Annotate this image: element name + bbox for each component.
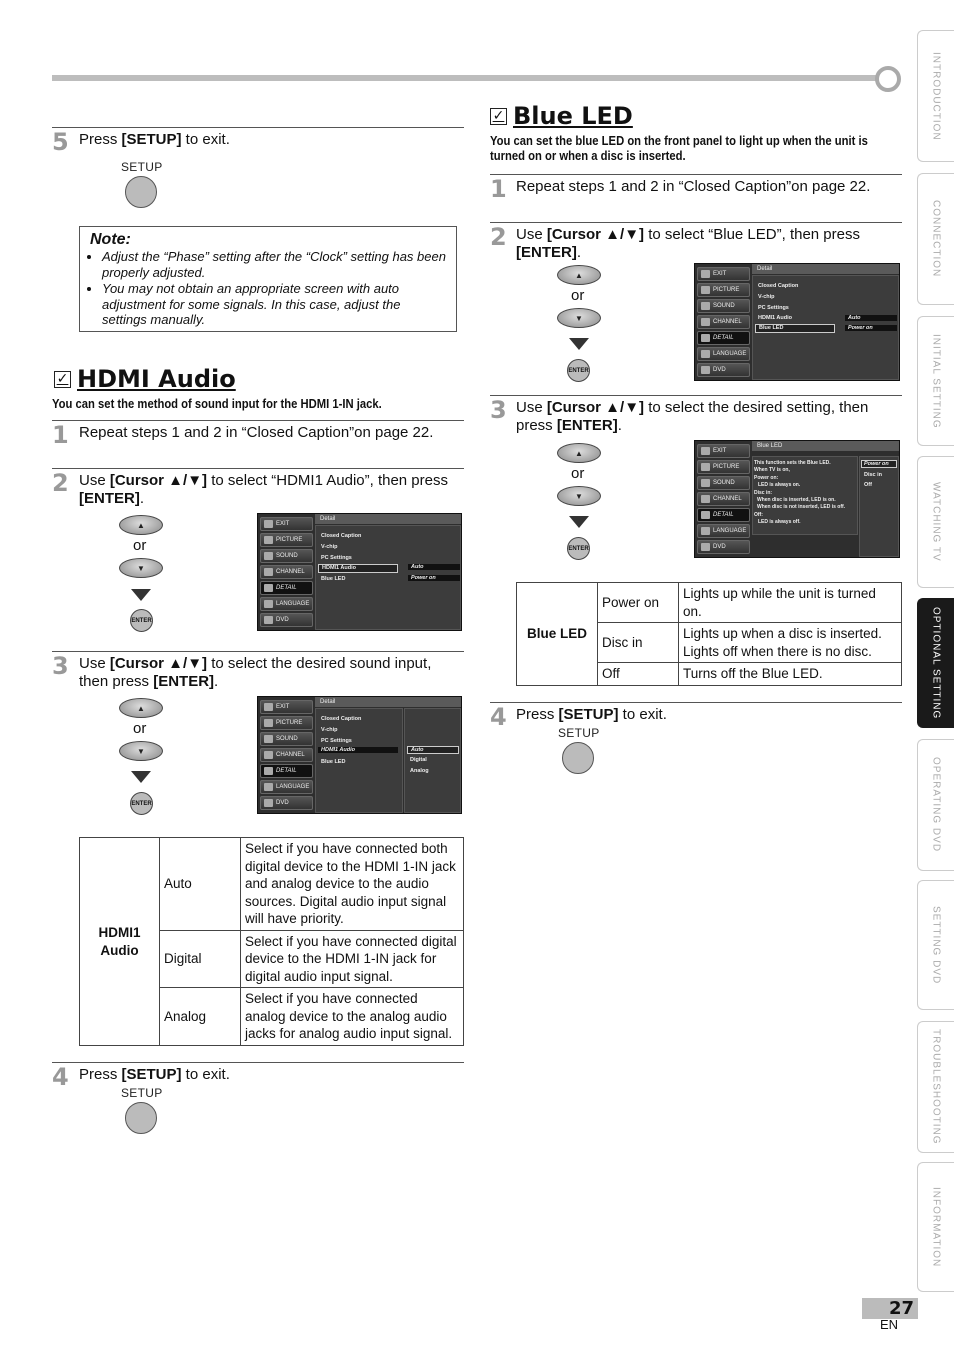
osd-screen: EXIT PICTURE SOUND CHANNEL DETAIL LANGUAGE DVD Blue LED This function sets the Blue LED. When TV is on, Power on: LED is always on. Disc in: When disc is inserted, LED is on. When disc is not inserted, LED is off. Off: LED is always off. Power on Disc in Off (694, 440, 900, 558)
header-circle (875, 66, 901, 92)
setup-label: SETUP (121, 160, 163, 174)
tab-optional-setting[interactable]: OPTIONAL SETTING (917, 598, 954, 728)
table-desc: Turns off the Blue LED. (679, 663, 902, 686)
step-number: 4 (52, 1063, 69, 1091)
step-5-text: Press [SETUP] to exit. (79, 131, 230, 148)
page-number: 27 (862, 1298, 918, 1319)
or-label: or (133, 720, 147, 737)
tab-operating-dvd[interactable]: OPERATING DVD (917, 739, 954, 871)
note-item: • Adjust the “Phase” setting after the “Clock” setting has been properly adjusted. (102, 249, 446, 280)
hdmi-audio-table (79, 837, 464, 1046)
enter-button[interactable]: ENTER (567, 537, 590, 560)
table-option: Disc in (598, 623, 679, 663)
tab-introduction[interactable]: INTRODUCTION (917, 30, 954, 162)
osd-screen: EXIT PICTURE SOUND CHANNEL DETAIL LANGUAGE DVD Detail Closed Caption V-chip PC Settings HDMI1 Audio Blue LED Auto Digital Analog (257, 696, 462, 814)
tab-watching-tv[interactable]: WATCHING TV (917, 456, 954, 588)
cursor-down-button[interactable]: ▼ (119, 741, 163, 761)
setup-button[interactable] (125, 1102, 157, 1134)
arrow-down-icon (131, 589, 151, 601)
step-number: 1 (52, 421, 69, 449)
checkbox-icon: ✓ (54, 371, 71, 388)
step-2-text: Use [Cursor ▲/▼] to select “HDMI1 Audio”, then press [ENTER]. (79, 472, 448, 507)
step-number: 3 (490, 396, 507, 424)
table-desc: Select if you have connected analog device to the analog audio jacks for analog audio input signal. (241, 988, 464, 1046)
cursor-up-button[interactable]: ▲ (119, 698, 163, 718)
table-option: Power on (598, 583, 679, 623)
step-number: 1 (490, 175, 507, 203)
table-option: Off (598, 663, 679, 686)
arrow-down-icon (569, 516, 589, 528)
cursor-down-button[interactable]: ▼ (557, 308, 601, 328)
table-option: Auto (160, 838, 241, 931)
step-2-text: Use [Cursor ▲/▼] to select “Blue LED”, then press [ENTER]. (516, 226, 860, 261)
tab-connection[interactable]: CONNECTION (917, 173, 954, 305)
table-option: Analog (160, 988, 241, 1046)
note-title: Note: (90, 231, 131, 248)
cursor-down-button[interactable]: ▼ (557, 486, 601, 506)
step-4-text: Press [SETUP] to exit. (79, 1066, 230, 1083)
cursor-up-button[interactable]: ▲ (119, 515, 163, 535)
setup-label: SETUP (121, 1086, 163, 1100)
osd-screen: EXIT PICTURE SOUND CHANNEL DETAIL LANGUAGE DVD Detail Closed Caption V-chip PC Settings HDMI1 Audio Blue LED Auto Power on (694, 263, 900, 381)
header-bar (52, 75, 882, 81)
table-header: Blue LED (517, 583, 598, 686)
section-title-hdmi-audio: ✓ HDMI Audio (54, 365, 236, 393)
or-label: or (133, 537, 147, 554)
enter-button[interactable]: ENTER (130, 792, 153, 815)
setup-button[interactable] (125, 176, 157, 208)
table-desc: Select if you have connected both digital device to the HDMI 1-IN jack and analog device to the audio sources. Digital audio input signal will have priority. (241, 838, 464, 931)
cursor-down-button[interactable]: ▼ (119, 558, 163, 578)
table-option: Digital (160, 930, 241, 988)
setup-button[interactable] (562, 742, 594, 774)
or-label: or (571, 465, 585, 482)
tab-initial-setting[interactable]: INITIAL SETTING (917, 316, 954, 446)
table-desc: Lights up when a disc is inserted. Lights off when there is no disc. (679, 623, 902, 663)
language-code: EN (880, 1317, 899, 1332)
step-4-text: Press [SETUP] to exit. (516, 706, 667, 723)
note-item: • You may not obtain an appropriate screen with auto adjustment for some signals. In this case, adjust the settings manually. (102, 281, 446, 328)
blue-led-table (516, 582, 902, 686)
tab-setting-dvd[interactable]: SETTING DVD (917, 880, 954, 1010)
checkbox-icon: ✓ (490, 108, 507, 125)
step-number: 4 (490, 703, 507, 731)
step-1-text: Repeat steps 1 and 2 in “Closed Caption”on page 22. (79, 424, 434, 441)
step-number: 2 (52, 469, 69, 497)
step-1-text: Repeat steps 1 and 2 in “Closed Caption”on page 22. (516, 178, 871, 195)
section-title-blue-led: ✓ Blue LED (490, 102, 633, 130)
arrow-down-icon (569, 338, 589, 350)
table-header: HDMI1 Audio (80, 838, 160, 1046)
arrow-down-icon (131, 771, 151, 783)
step-number: 5 (52, 128, 69, 156)
or-label: or (571, 287, 585, 304)
cursor-up-button[interactable]: ▲ (557, 443, 601, 463)
step-3-text: Use [Cursor ▲/▼] to select the desired setting, then press [ENTER]. (516, 399, 869, 434)
step-3-text: Use [Cursor ▲/▼] to select the desired sound input, then press [ENTER]. (79, 655, 432, 690)
table-desc: Select if you have connected digital device to the HDMI 1-IN jack for digital audio input signal. (241, 930, 464, 988)
table-desc: Lights up while the unit is turned on. (679, 583, 902, 623)
enter-button[interactable]: ENTER (567, 359, 590, 382)
step-number: 3 (52, 652, 69, 680)
osd-screen: EXIT PICTURE SOUND CHANNEL DETAIL LANGUAGE DVD Detail Closed Caption V-chip PC Settings HDMI1 Audio Blue LED Auto Power on (257, 513, 462, 631)
tab-troubleshooting[interactable]: TROUBLESHOOTING (917, 1021, 954, 1153)
cursor-up-button[interactable]: ▲ (557, 265, 601, 285)
note-box (79, 226, 457, 332)
section-subtitle: You can set the blue LED on the front panel to light up when the unit is turned on or when a disc is inserted. (490, 134, 868, 163)
setup-label: SETUP (558, 726, 600, 740)
enter-button[interactable]: ENTER (130, 609, 153, 632)
section-subtitle: You can set the method of sound input for the HDMI 1-IN jack. (52, 397, 382, 411)
step-number: 2 (490, 223, 507, 251)
tab-information[interactable]: INFORMATION (917, 1162, 954, 1292)
